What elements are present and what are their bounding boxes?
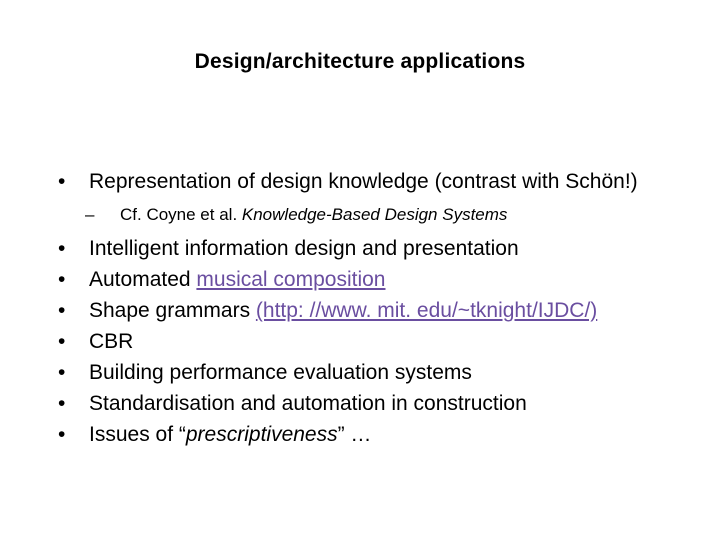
bullet-item-prescriptiveness: [58, 419, 698, 450]
bullet-item-standardisation: [58, 388, 698, 419]
bullet-item-cbr: [58, 326, 698, 357]
bullet-dot-icon: •: [58, 361, 66, 384]
bullet-text: Intelligent information design and presentation: [89, 237, 519, 260]
bullet-dot-icon: •: [58, 170, 66, 193]
bullet-dot-icon: •: [58, 237, 66, 260]
sub-bullet-dash-icon: –: [85, 205, 95, 224]
sub-bullet-text: Cf. Coyne et al.: [120, 205, 242, 224]
bullet-item-representation: [58, 166, 698, 197]
bullet-dot-icon: •: [58, 299, 66, 322]
bullet-text: Building performance evaluation systems: [89, 361, 472, 384]
shape-grammars-url-link[interactable]: (http: //www. mit. edu/~tknight/IJDC/): [255, 299, 598, 322]
bullet-text: Issues of “: [89, 423, 186, 446]
bullet-item-shape-grammars: [58, 295, 698, 326]
bullet-text: Representation of design knowledge (contrast with Schön!): [89, 170, 638, 193]
bullet-text: Standardisation and automation in construction: [89, 392, 527, 415]
bullet-text: Shape grammars: [89, 299, 256, 322]
bullet-dot-icon: •: [58, 268, 66, 291]
bullet-item-intelligent-information: [58, 233, 698, 264]
musical-composition-link[interactable]: musical composition: [196, 268, 386, 291]
bullet-list: [58, 166, 698, 450]
bullet-item-musical-composition: [58, 264, 698, 295]
bullet-dot-icon: •: [58, 392, 66, 415]
sub-bullet-coyne: [58, 203, 698, 227]
slide-title: Design/architecture applications: [194, 50, 526, 73]
bullet-dot-icon: •: [58, 330, 66, 353]
bullet-text: Automated: [89, 268, 197, 291]
bullet-text-suffix: ” …: [337, 423, 372, 446]
bullet-item-building-performance: [58, 357, 698, 388]
bullet-text: CBR: [89, 330, 134, 353]
prescriptiveness-emphasis: prescriptiveness: [185, 423, 338, 446]
sub-bullet-book-title: Knowledge-Based Design Systems: [241, 205, 508, 224]
bullet-dot-icon: •: [58, 423, 66, 446]
